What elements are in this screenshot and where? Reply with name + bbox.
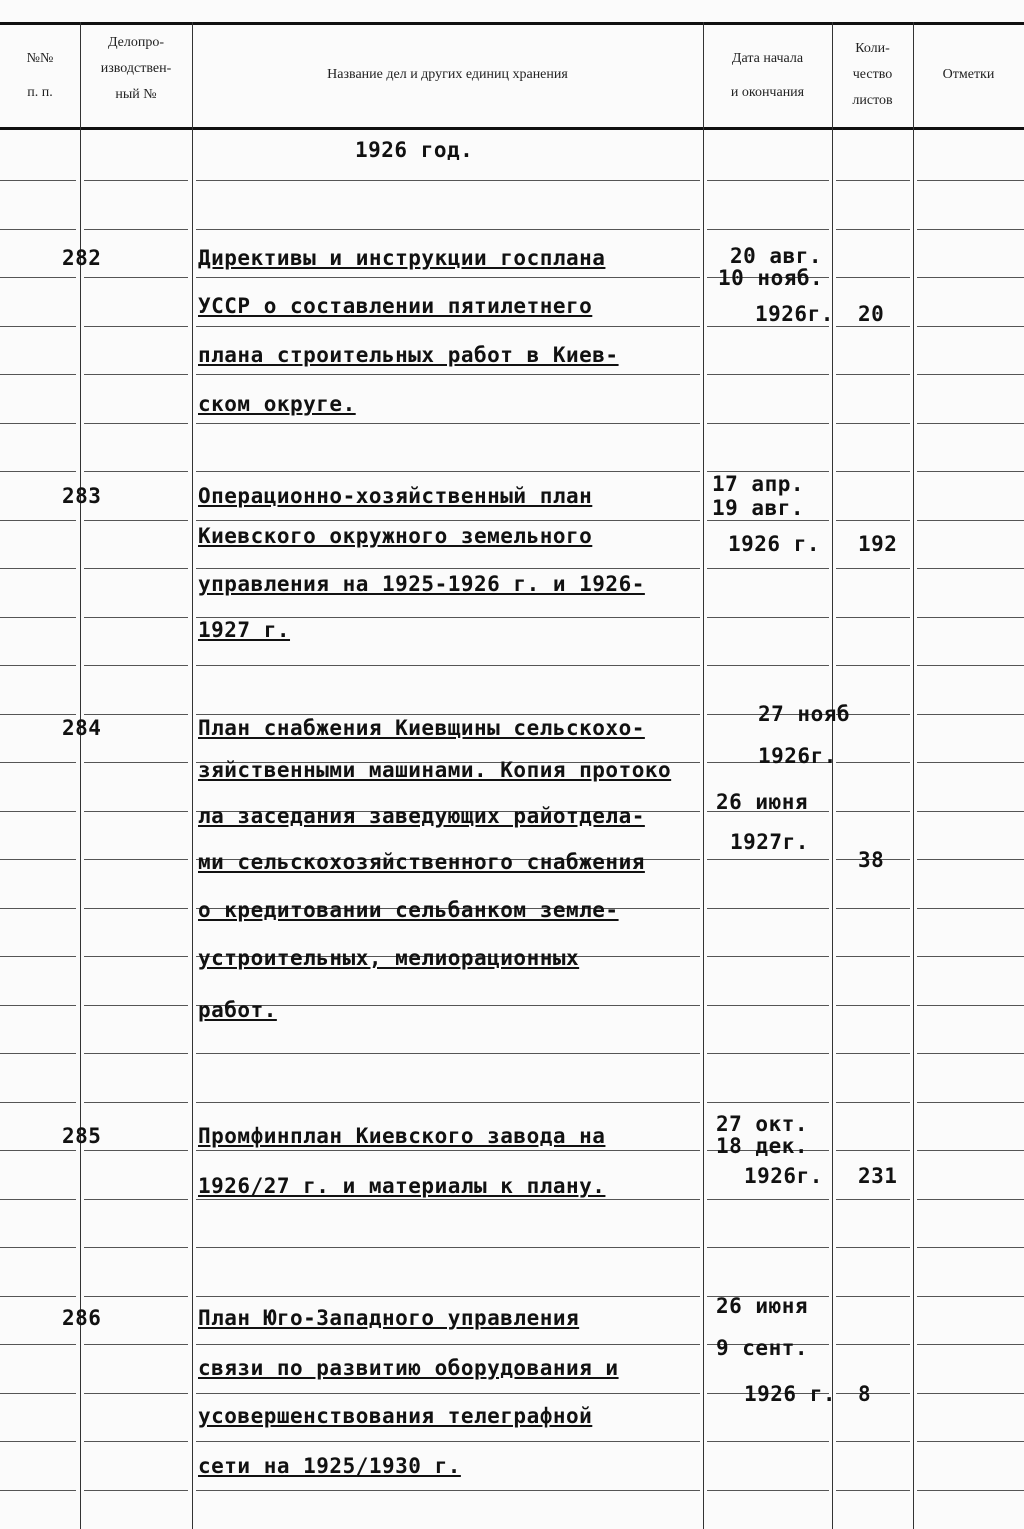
entry-title-line: Операционно-хозяйственный план — [198, 484, 593, 508]
ruled-line — [917, 1296, 1024, 1297]
ruled-line — [917, 1393, 1024, 1394]
ruled-line — [836, 762, 910, 763]
ruled-line — [0, 1005, 76, 1006]
ruled-line — [196, 423, 700, 424]
ruled-line — [196, 1296, 700, 1297]
entry-title-line: сети на 1925/1930 г. — [198, 1454, 461, 1478]
ruled-line — [196, 1150, 700, 1151]
ruled-line — [707, 665, 829, 666]
ruled-line — [707, 1053, 829, 1054]
ruled-line — [0, 811, 76, 812]
entry-title-line: ском округе. — [198, 392, 356, 416]
entry-number: 282 — [62, 246, 102, 270]
entry-title-line: ла заседания заведующих райотдела- — [198, 804, 645, 828]
entry-sheet-count: 38 — [858, 848, 885, 872]
column-divider — [832, 22, 833, 1529]
ruled-line — [196, 180, 700, 181]
ruled-line — [84, 1150, 188, 1151]
ruled-line — [836, 1150, 910, 1151]
ruled-line — [707, 1441, 829, 1442]
ruled-line — [0, 714, 76, 715]
ruled-line — [836, 277, 910, 278]
ruled-line — [196, 568, 700, 569]
ruled-line — [0, 423, 76, 424]
ruled-line — [84, 859, 188, 860]
ruled-line — [84, 229, 188, 230]
ruled-line — [917, 568, 1024, 569]
ruled-line — [84, 326, 188, 327]
ruled-line — [0, 471, 76, 472]
entry-number: 284 — [62, 716, 102, 740]
ruled-line — [917, 1005, 1024, 1006]
ruled-line — [0, 1247, 76, 1248]
entry-sheet-count: 20 — [858, 302, 885, 326]
entry-sheet-count: 231 — [858, 1164, 898, 1188]
ruled-line — [707, 1005, 829, 1006]
ruled-line — [196, 277, 700, 278]
header-bottom-rule — [0, 127, 1024, 130]
header-notes: Отметки — [942, 67, 995, 82]
ruled-line — [917, 1247, 1024, 1248]
ruled-line — [0, 1441, 76, 1442]
entry-date: 10 нояб. — [718, 266, 824, 290]
ruled-line — [917, 423, 1024, 424]
ruled-line — [0, 665, 76, 666]
ruled-line — [917, 374, 1024, 375]
ruled-line — [84, 1102, 188, 1103]
header-office-number: Делопро- изводствен- ный № — [100, 35, 172, 102]
ruled-line — [84, 180, 188, 181]
ruled-line — [707, 617, 829, 618]
entry-date: 27 нояб — [758, 702, 851, 726]
ruled-line — [836, 568, 910, 569]
ruled-line — [84, 1490, 188, 1491]
ruled-line — [84, 1344, 188, 1345]
ruled-line — [917, 811, 1024, 812]
ruled-line — [917, 617, 1024, 618]
ruled-line — [836, 1393, 910, 1394]
ruled-line — [0, 859, 76, 860]
ruled-line — [836, 1053, 910, 1054]
entry-title-line: План снабжения Киевщины сельскохо- — [198, 716, 645, 740]
ruled-line — [196, 374, 700, 375]
ruled-line — [836, 811, 910, 812]
header-title: Название дел и других единиц хранения — [327, 67, 568, 82]
ruled-line — [836, 1199, 910, 1200]
ruled-line — [0, 1199, 76, 1200]
ruled-line — [84, 568, 188, 569]
entry-title-line: усовершенствования телеграфной — [198, 1404, 593, 1428]
ruled-line — [196, 1441, 700, 1442]
entry-title-line: устроительных, мелиорационных — [198, 946, 580, 970]
ruled-line — [917, 714, 1024, 715]
entry-date: 20 авг. — [730, 244, 823, 268]
ruled-line — [917, 1490, 1024, 1491]
ruled-line — [0, 277, 76, 278]
ruled-line — [0, 374, 76, 375]
ruled-line — [84, 1053, 188, 1054]
entry-date: 1926г. — [758, 744, 837, 768]
entry-date: 26 июня — [716, 790, 809, 814]
ruled-line — [0, 180, 76, 181]
entry-date: 27 окт. — [716, 1112, 809, 1136]
entry-number: 283 — [62, 484, 102, 508]
ruled-line — [0, 1296, 76, 1297]
ruled-line — [84, 1005, 188, 1006]
entry-date: 1926 г. — [728, 532, 821, 556]
ruled-line — [836, 1344, 910, 1345]
ruled-line — [707, 1490, 829, 1491]
ruled-line — [0, 617, 76, 618]
ruled-line — [917, 956, 1024, 957]
ruled-line — [707, 520, 829, 521]
ruled-line — [836, 617, 910, 618]
ruled-line — [836, 1296, 910, 1297]
ruled-line — [836, 520, 910, 521]
ruled-line — [0, 1102, 76, 1103]
ruled-line — [196, 1102, 700, 1103]
ruled-line — [84, 1199, 188, 1200]
entry-number: 285 — [62, 1124, 102, 1148]
ruled-line — [836, 1005, 910, 1006]
ruled-line — [917, 1150, 1024, 1151]
ruled-line — [84, 908, 188, 909]
ruled-line — [0, 1150, 76, 1151]
entry-number: 286 — [62, 1306, 102, 1330]
ruled-line — [196, 665, 700, 666]
ruled-line — [84, 714, 188, 715]
entry-date: 19 авг. — [712, 496, 805, 520]
ruled-line — [84, 374, 188, 375]
ruled-line — [0, 520, 76, 521]
ruled-line — [836, 471, 910, 472]
column-divider — [703, 22, 704, 1529]
ruled-line — [196, 1393, 700, 1394]
ruled-line — [836, 1441, 910, 1442]
ruled-line — [836, 908, 910, 909]
ruled-line — [84, 1441, 188, 1442]
header-num: №№ п. п. — [26, 51, 54, 100]
ruled-line — [196, 229, 700, 230]
ruled-line — [917, 1102, 1024, 1103]
column-divider — [192, 22, 193, 1529]
ruled-line — [196, 471, 700, 472]
ruled-line — [836, 665, 910, 666]
ruled-line — [707, 326, 829, 327]
ruled-line — [0, 1393, 76, 1394]
ruled-line — [707, 423, 829, 424]
ruled-line — [917, 1199, 1024, 1200]
entry-title-line: зяйственными машинами. Копия протоко — [198, 758, 672, 782]
entry-date: 1926г. — [755, 302, 834, 326]
entry-title-line: 1926/27 г. и материалы к плану. — [198, 1174, 606, 1198]
entry-title-line: связи по развитию оборудования и — [198, 1356, 619, 1380]
ruled-line — [0, 956, 76, 957]
column-divider — [913, 22, 914, 1529]
ruled-line — [84, 1393, 188, 1394]
ruled-line — [917, 762, 1024, 763]
ruled-line — [84, 520, 188, 521]
ruled-line — [84, 665, 188, 666]
entry-title-line: План Юго-Западного управления — [198, 1306, 580, 1330]
entry-title-line: управления на 1925-1926 г. и 1926- — [198, 572, 645, 596]
ruled-line — [84, 471, 188, 472]
ruled-line — [707, 374, 829, 375]
entry-title-line: Директивы и инструкции госплана — [198, 246, 606, 270]
entry-date: 17 апр. — [712, 472, 805, 496]
ruled-line — [707, 1199, 829, 1200]
header-sheet-count: Коли- чество листов — [852, 41, 893, 108]
ruled-line — [0, 1490, 76, 1491]
ruled-line — [707, 956, 829, 957]
entry-title-line: работ. — [198, 998, 277, 1022]
ruled-line — [917, 1441, 1024, 1442]
ruled-line — [84, 617, 188, 618]
entry-title-line: плана строительных работ в Киев- — [198, 343, 619, 367]
ruled-line — [0, 568, 76, 569]
ruled-line — [84, 811, 188, 812]
ruled-line — [917, 471, 1024, 472]
entry-date: 1926г. — [744, 1164, 823, 1188]
ruled-line — [707, 180, 829, 181]
ruled-line — [917, 229, 1024, 230]
ruled-line — [917, 520, 1024, 521]
ruled-line — [196, 1053, 700, 1054]
entry-title-line: о кредитовании сельбанком земле- — [198, 898, 619, 922]
ruled-line — [84, 1247, 188, 1248]
ruled-line — [917, 180, 1024, 181]
ruled-line — [84, 1296, 188, 1297]
ruled-line — [0, 762, 76, 763]
top-rule — [0, 22, 1024, 25]
ruled-line — [836, 326, 910, 327]
ruled-line — [707, 229, 829, 230]
ruled-line — [0, 1053, 76, 1054]
ruled-line — [707, 1247, 829, 1248]
ruled-line — [84, 423, 188, 424]
ruled-line — [0, 229, 76, 230]
entry-title-line: 1927 г. — [198, 618, 291, 642]
entry-title-line: Киевского окружного земельного — [198, 524, 593, 548]
entry-date: 1927г. — [730, 830, 809, 854]
ruled-line — [836, 956, 910, 957]
entry-date: 9 сент. — [716, 1336, 809, 1360]
ruled-line — [836, 374, 910, 375]
ruled-line — [917, 1053, 1024, 1054]
ruled-line — [196, 1344, 700, 1345]
ruled-line — [84, 277, 188, 278]
ruled-line — [917, 277, 1024, 278]
ruled-line — [917, 1344, 1024, 1345]
entry-title-line: Промфинплан Киевского завода на — [198, 1124, 606, 1148]
ruled-line — [707, 1102, 829, 1103]
ruled-line — [836, 180, 910, 181]
ruled-line — [917, 665, 1024, 666]
entry-date: 26 июня — [716, 1294, 809, 1318]
ruled-line — [0, 326, 76, 327]
ruled-line — [836, 1490, 910, 1491]
entry-title-line: ми сельскохозяйственного снабжения — [198, 850, 645, 874]
ruled-line — [917, 859, 1024, 860]
entry-sheet-count: 192 — [858, 532, 898, 556]
ruled-line — [0, 1344, 76, 1345]
ruled-line — [196, 714, 700, 715]
ruled-line — [836, 1247, 910, 1248]
ruled-line — [196, 520, 700, 521]
ruled-line — [836, 1102, 910, 1103]
entry-date: 1926 г. — [744, 1382, 837, 1406]
ruled-line — [707, 568, 829, 569]
entry-sheet-count: 8 — [858, 1382, 872, 1406]
ruled-line — [84, 762, 188, 763]
entry-date: 18 дек. — [716, 1134, 809, 1158]
ruled-line — [917, 908, 1024, 909]
year-heading: 1926 год. — [355, 138, 474, 162]
ruled-line — [836, 229, 910, 230]
ruled-line — [84, 956, 188, 957]
entry-title-line: УССР о составлении пятилетнего — [198, 294, 593, 318]
ruled-line — [196, 1247, 700, 1248]
ruled-line — [0, 908, 76, 909]
header-dates: Дата начала и окончания — [730, 51, 805, 100]
ruled-line — [707, 908, 829, 909]
ruled-line — [917, 326, 1024, 327]
ruled-line — [196, 1490, 700, 1491]
ruled-line — [836, 423, 910, 424]
ruled-line — [196, 1199, 700, 1200]
ruled-line — [196, 326, 700, 327]
ruled-line — [707, 859, 829, 860]
